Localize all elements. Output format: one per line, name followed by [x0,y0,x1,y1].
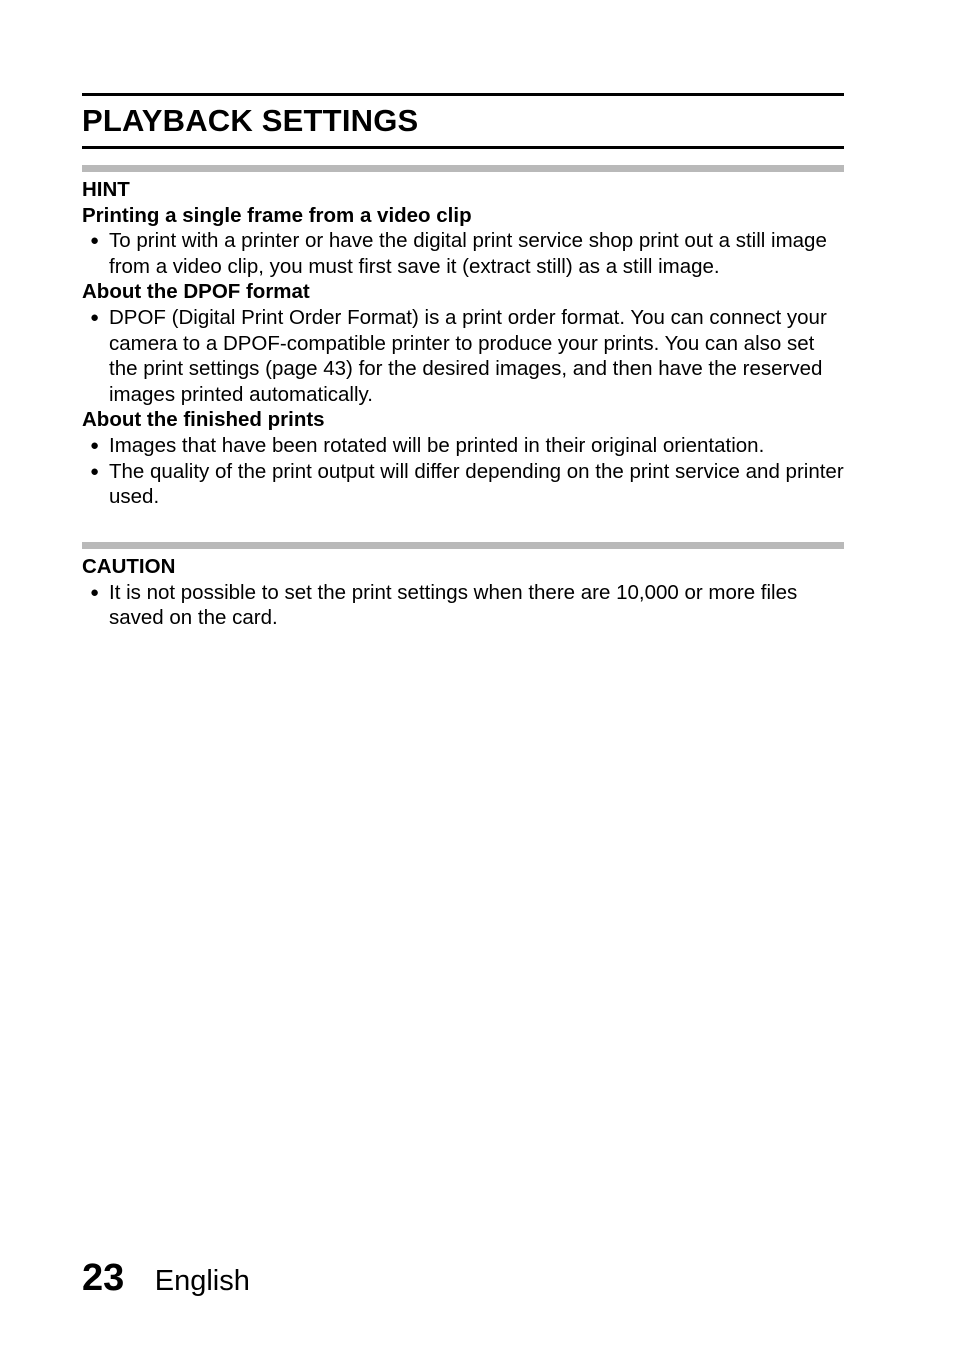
caution-label: CAUTION [82,555,176,578]
caution-section [82,554,844,631]
hint-label: HINT [82,178,130,201]
list-item-text: Images that have been rotated will be printed in their original orientation. [109,433,765,457]
hint-section [82,177,844,510]
hint-heading-video-frame: Printing a single frame from a video clip [82,203,472,227]
bullet-icon: ● [90,436,100,454]
bullet-icon: ● [90,462,100,480]
caution-list [82,580,844,631]
page-header [82,93,844,149]
hint-list-dpof [82,305,844,407]
bullet-icon: ● [90,232,100,250]
list-item-text: To print with a printer or have the digital print service shop print out a still image from a video clip, you must first save it (extract still) as a still image. [109,229,827,278]
list-item-text: The quality of the print output will differ depending on the print service and printer used. [109,459,844,509]
hint-heading-finished-prints: About the finished prints [82,408,325,432]
page-language: English [154,1265,250,1297]
list-item [82,459,844,510]
hint-list-finished-prints [82,433,844,510]
hint-heading-dpof: About the DPOF format [82,280,310,304]
bullet-icon: ● [90,308,100,326]
list-item-text: DPOF (Digital Print Order Format) is a print order format. You can connect your camera to a DPOF-compatible printer to produce your prints. You can also set the print settings (page 43) for the desired images, and then have the reserved images printed automatically. [109,305,827,406]
caution-divider-bar [82,542,844,549]
list-item [82,433,844,459]
page-number: 23 [82,1257,125,1299]
hint-divider-bar [82,165,844,172]
list-item [82,580,844,631]
list-item [82,228,844,279]
page-footer [82,1257,250,1307]
list-item-text: It is not possible to set the print settings when there are 10,000 or more files saved on the card. [109,580,798,630]
page-title: PLAYBACK SETTINGS [82,103,419,138]
list-item [82,305,844,407]
bullet-icon: ● [90,583,100,601]
hint-list-video-frame [82,228,844,279]
